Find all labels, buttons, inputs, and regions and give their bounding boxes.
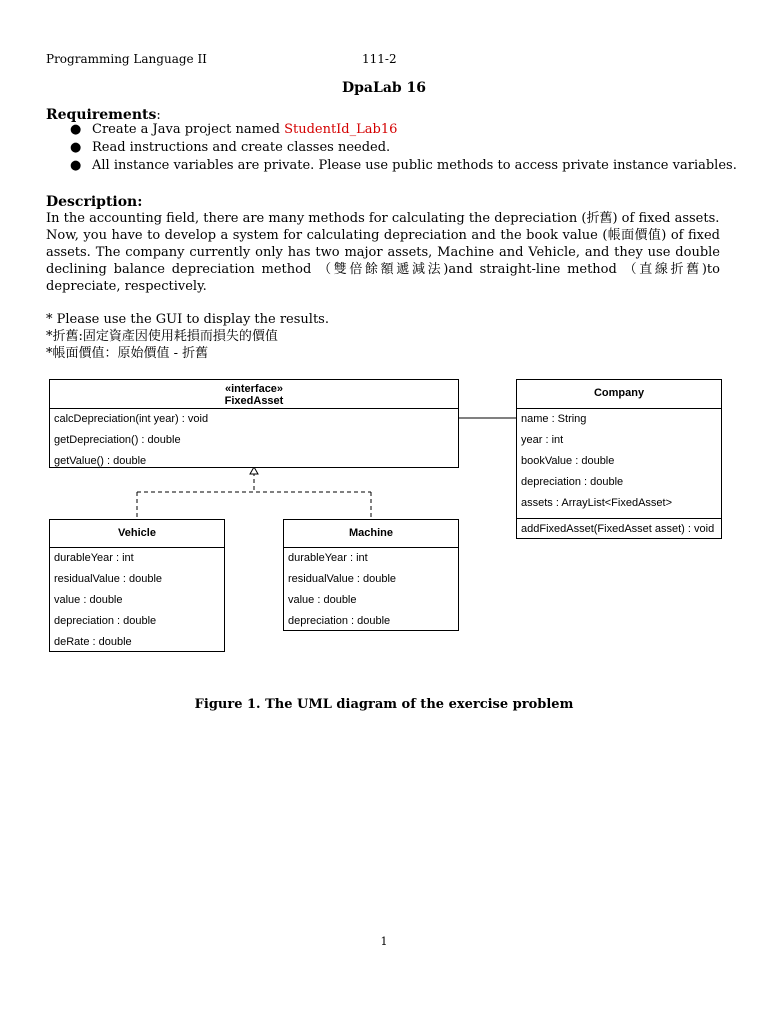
vehicle-attribute: durableYear : int: [54, 552, 134, 564]
description-line-3: assets. The company currently only has two major assets, Machine and Vehicle, and they use double: [46, 245, 720, 260]
machine-name: Machine: [284, 520, 458, 548]
description-line-1: In the accounting field, there are many methods for calculating the depreciation (折舊) of fixed assets.: [46, 211, 720, 226]
machine-attribute: residualValue : double: [288, 573, 397, 585]
page-title: DpaLab 16: [341, 80, 427, 96]
bullet-icon: ●: [70, 122, 82, 137]
requirements-colon: :: [156, 108, 161, 123]
note-gui: * Please use the GUI to display the results.: [46, 312, 329, 327]
machine-attribute: depreciation : double: [288, 615, 391, 627]
requirement-item-1-text: Create a Java project named: [92, 122, 285, 137]
company-attribute: depreciation : double: [521, 476, 624, 488]
description-line-2: Now, you have to develop a system for calculating depreciation and the book value (帳面價值) of fixed: [46, 228, 720, 243]
company-name: Company: [517, 380, 721, 409]
fixedasset-method: getDepreciation() : double: [54, 434, 181, 446]
bullet-icon: ●: [70, 140, 82, 155]
machine-attribute: value : double: [288, 594, 357, 606]
term-label: 111-2: [362, 52, 397, 66]
figure-caption: Figure 1. The UML diagram of the exercise problem: [194, 697, 574, 712]
note-book-value: *帳面價值：原始價值 - 折舊: [46, 346, 209, 361]
company-attribute: name : String: [521, 413, 587, 425]
bullet-icon: ●: [70, 158, 82, 173]
vehicle-attribute: deRate : double: [54, 636, 132, 648]
company-class-box: [516, 379, 722, 539]
requirements-heading: Requirements: [46, 107, 157, 123]
company-attribute: year : int: [521, 434, 564, 446]
vehicle-class-box: [49, 519, 225, 652]
description-line-5: depreciate, respectively.: [46, 279, 207, 294]
fixedasset-method: getValue() : double: [54, 455, 147, 467]
fixedasset-header: [50, 380, 458, 409]
fixedasset-method: calcDepreciation(int year) : void: [54, 413, 209, 425]
description-heading: Description:: [46, 194, 143, 210]
company-attribute: assets : ArrayList<FixedAsset>: [521, 497, 673, 509]
vehicle-attribute: depreciation : double: [54, 615, 157, 627]
fixedasset-interface-box: [49, 379, 459, 468]
machine-attribute: durableYear : int: [288, 552, 368, 564]
page-number: 1: [380, 935, 388, 948]
vehicle-attribute: residualValue : double: [54, 573, 163, 585]
project-name-highlight: StudentId_Lab16: [284, 122, 398, 137]
machine-class-box: [283, 519, 459, 631]
company-method: addFixedAsset(FixedAsset asset) : void: [521, 523, 715, 535]
company-attribute: bookValue : double: [521, 455, 615, 467]
note-depreciation: *折舊:固定資產因使用耗損而損失的價值: [46, 329, 278, 344]
vehicle-attribute: value : double: [54, 594, 123, 606]
interface-stereotype: «interface»: [224, 383, 284, 395]
fixedasset-name: FixedAsset: [224, 395, 284, 407]
vehicle-name: Vehicle: [50, 520, 224, 548]
description-line-4: declining balance depreciation method （雙倍餘額遞減法)and straight-line method （直線折舊)to: [46, 262, 720, 277]
course-name: Programming Language II: [46, 52, 207, 66]
requirement-item-3-text: All instance variables are private. Please use public methods to access private instance variables.: [92, 158, 737, 173]
requirement-item-2-text: Read instructions and create classes needed.: [92, 140, 391, 155]
